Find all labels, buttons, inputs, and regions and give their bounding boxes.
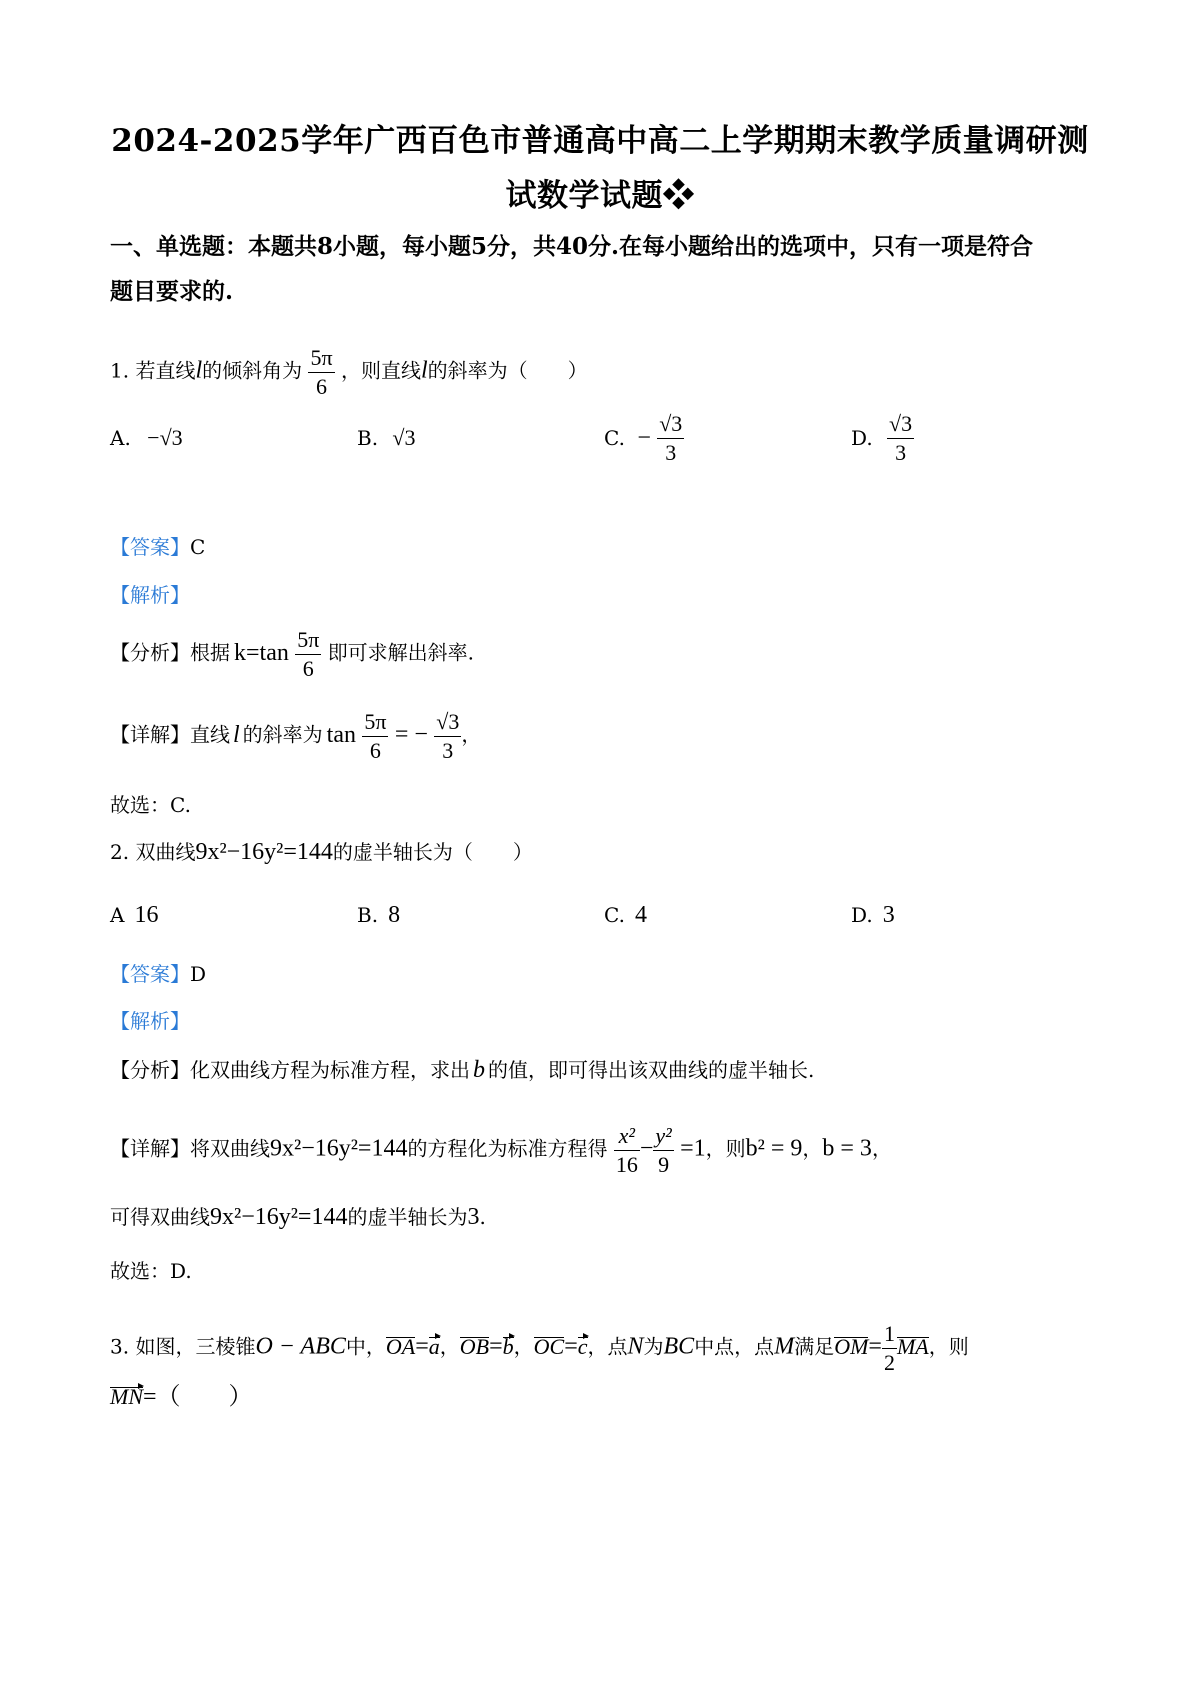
q3-sep1: ， <box>439 1334 460 1359</box>
q2-jiexi-label: 【解析】 <box>110 1009 190 1033</box>
q3-eq1: = <box>415 1333 429 1360</box>
q1-fenxi-fraction <box>295 626 321 682</box>
q1-fenxi-label: 【分析】 <box>110 640 190 665</box>
q3-stem <box>110 1320 969 1376</box>
q1-option-c-label: C. <box>604 426 625 450</box>
q3-point-m: M <box>774 1333 795 1360</box>
q3-stem-h: =（ ） <box>143 1384 253 1410</box>
q3-half-fraction <box>882 1320 897 1376</box>
q2-option-c-label: C. <box>604 903 625 927</box>
q1-detail-fraction2 <box>434 708 461 764</box>
q1-detail-end: ， <box>461 722 482 747</box>
page-title-line2: 试数学试题❖ <box>505 178 695 214</box>
q2-stem-b: 的虚半轴长为（ ） <box>332 840 533 864</box>
q2-detail: 【详解】将双曲线9x²−16y²=144的方程化为标准方程得 $\frac{\text{x²}}{16}$ − $\frac{\text{y²}}{9}$ =1，则b² = 9，b = 3， <box>110 1123 892 1177</box>
q2-cont-b: 的虚半轴长为 <box>347 1205 468 1229</box>
q1-stem-d: 的斜率为（ ） <box>427 358 588 383</box>
q2-detail-cont <box>110 1205 486 1229</box>
q2-detail-c: ，则 <box>705 1136 746 1161</box>
q2-choice: 故选：D. <box>110 1259 192 1283</box>
q1-angle-num: 5π <box>308 344 334 373</box>
q3-half-den: 2 <box>883 1349 895 1375</box>
q1-analysis <box>110 626 474 682</box>
q1-var-l2: l <box>420 357 428 384</box>
q3-number: 3. <box>110 1334 130 1359</box>
q3-stem-e: 中点，点 <box>694 1334 775 1359</box>
q2-option-d <box>851 902 895 929</box>
q1-stem-c: ，则直线 <box>340 358 421 383</box>
q1-option-c-sign: − <box>637 424 651 451</box>
q1-option-d-label: D. <box>851 426 873 450</box>
q2-detail-fraction-y <box>653 1122 673 1178</box>
q1-option-c-num: √3 <box>657 410 684 439</box>
q2-stem-a: 双曲线 <box>135 840 196 864</box>
q1-choice: 故选：C. <box>110 793 191 817</box>
q1-option-b-value: √3 <box>392 425 416 450</box>
page-title-line1: 2024-2025学年广西百色市普通高中高二上学期期末教学质量调研测 <box>111 123 1089 159</box>
q3-vector-c: c <box>577 1333 588 1359</box>
q3-eq4: = <box>868 1333 882 1360</box>
q1-option-c <box>604 410 684 466</box>
section-heading-line2: 题目要求的. <box>110 278 234 305</box>
q1-detail-den1: 6 <box>369 737 381 763</box>
q3-eq2: = <box>489 1333 503 1360</box>
q2-cont-value: 3 <box>467 1204 480 1230</box>
q3-vector-om: OM <box>834 1333 869 1359</box>
q1-detail <box>110 708 481 764</box>
q1-fenxi-num: 5π <box>295 626 321 655</box>
q2-detail-e: ， <box>871 1136 892 1161</box>
q2-detail-fraction-x <box>614 1122 640 1178</box>
q2-cont-a: 可得双曲线 <box>110 1205 210 1229</box>
q2-detail-eq1: =1 <box>680 1135 706 1162</box>
q1-var-l: l <box>195 357 203 384</box>
q1-detail-num1: 5π <box>362 708 388 737</box>
q1-fenxi-k: k=tan <box>234 639 289 666</box>
q3-eq3: = <box>564 1333 578 1360</box>
q1-detail-tan: tan <box>326 721 356 748</box>
q1-answer <box>110 537 205 557</box>
q2-equation: 9x²−16y²=144 <box>195 839 333 865</box>
q3-sep2: ， <box>513 1334 534 1359</box>
q3-half-num: 1 <box>882 1320 897 1349</box>
q1-option-a <box>110 425 183 451</box>
q3-segment-bc: BC <box>663 1333 695 1360</box>
q2-option-d-value: 3 <box>882 902 895 928</box>
q1-stem <box>110 344 588 400</box>
q2-fenxi-b: b <box>473 1057 485 1083</box>
q3-vector-ob: OB <box>459 1333 490 1359</box>
q1-option-b <box>357 425 416 451</box>
q3-vector-b: b <box>502 1333 514 1359</box>
q1-jiexi-label: 【解析】 <box>110 583 190 607</box>
q1-fenxi-a: 根据 <box>190 640 230 665</box>
q3-tetrahedron: O − ABC <box>255 1333 346 1360</box>
q1-number: 1. <box>110 358 130 383</box>
section-heading-line1: 一、单选题：本题共8小题，每小题5分，共40分.在每小题给出的选项中，只有一项是符合 <box>110 233 1034 260</box>
q2-detail-b2: b² = 9 <box>745 1135 803 1162</box>
q3-stem-d: 为 <box>643 1334 664 1359</box>
q2-fenxi-c: 的值，即可得出该双曲线的虚半轴长. <box>488 1058 815 1082</box>
q2-answer <box>110 964 206 984</box>
q1-fenxi-den: 6 <box>302 655 314 681</box>
q2-detail-x2: x² <box>614 1122 640 1151</box>
q2-detail-label: 【详解】 <box>110 1136 190 1161</box>
q2-option-b-label: B. <box>357 903 379 927</box>
q2-cont-equation: 9x²−16y²=144 <box>210 1204 348 1230</box>
q1-detail-var: l <box>233 721 240 748</box>
q1-detail-num2: √3 <box>434 708 461 737</box>
q2-detail-y2: y² <box>653 1122 673 1151</box>
q3-point-n: N <box>627 1333 644 1360</box>
q1-stem-a: 若直线 <box>135 358 196 383</box>
q2-detail-equation: 9x²−16y²=144 <box>270 1135 408 1162</box>
q1-angle-den: 6 <box>316 373 328 399</box>
q2-number: 2. <box>110 840 130 864</box>
q2-option-d-label: D. <box>851 903 873 927</box>
q2-option-c <box>604 902 647 929</box>
q3-vector-mn: MN <box>110 1384 143 1409</box>
q1-option-d <box>851 410 914 466</box>
q2-option-b-value: 8 <box>388 902 401 928</box>
q2-answer-label: 【答案】 <box>110 962 190 986</box>
q2-fenxi-a: 化双曲线方程为标准方程，求出 <box>190 1058 470 1082</box>
q2-detail-b: 的方程化为标准方程得 <box>407 1136 608 1161</box>
q1-angle-fraction <box>308 344 334 400</box>
q1-stem-b: 的倾斜角为 <box>202 358 303 383</box>
q2-stem <box>110 840 533 864</box>
q2-option-a <box>110 902 158 929</box>
q1-option-b-label: B. <box>357 426 379 450</box>
q3-vector-oc: OC <box>533 1333 565 1359</box>
q1-detail-b: 的斜率为 <box>242 722 323 747</box>
q3-stem-g: ，则 <box>928 1334 969 1359</box>
q1-option-c-fraction <box>657 410 684 466</box>
q1-detail-a: 直线 <box>190 722 230 747</box>
q2-detail-d: ， <box>802 1136 823 1161</box>
q2-detail-b3: b = 3 <box>822 1135 872 1162</box>
q3-vector-oa: OA <box>385 1333 416 1359</box>
q2-fenxi-label: 【分析】 <box>110 1058 190 1082</box>
q1-option-d-den: 3 <box>895 439 907 465</box>
q3-stem-a: 如图，三棱锥 <box>135 1334 256 1359</box>
q1-option-c-den: 3 <box>665 439 677 465</box>
q1-answer-value: C <box>190 535 206 559</box>
q3-vector-ma: MA <box>896 1333 929 1359</box>
q2-option-b <box>357 902 400 929</box>
q1-option-d-fraction <box>887 410 914 466</box>
q3-vector-a: a <box>428 1333 440 1359</box>
q3-stem-c: ，点 <box>587 1334 628 1359</box>
q2-cont-end: . <box>479 1205 486 1229</box>
q2-detail-9: 9 <box>658 1151 670 1177</box>
q2-option-a-value: 16 <box>134 902 159 928</box>
q1-option-a-value: −√3 <box>147 425 183 450</box>
q3-stem-f: 满足 <box>794 1334 835 1359</box>
q1-detail-eq: = − <box>394 721 428 748</box>
q2-answer-value: D <box>190 962 207 986</box>
q1-fenxi-b: 即可求解出斜率. <box>327 640 475 665</box>
q1-option-d-num: √3 <box>887 410 914 439</box>
q3-stem-b: 中， <box>345 1334 386 1359</box>
q1-detail-label: 【详解】 <box>110 722 190 747</box>
q2-option-c-value: 4 <box>634 902 647 928</box>
q2-analysis <box>110 1058 814 1082</box>
q1-detail-den2: 3 <box>442 737 454 763</box>
q1-option-a-label: A. <box>110 426 131 450</box>
q1-answer-label: 【答案】 <box>110 535 190 559</box>
q2-detail-a: 将双曲线 <box>190 1136 270 1161</box>
q3-stem-cont <box>110 1385 253 1409</box>
q1-detail-fraction1 <box>362 708 388 764</box>
q2-detail-16: 16 <box>615 1151 638 1177</box>
q2-option-a-label: A <box>110 903 125 927</box>
